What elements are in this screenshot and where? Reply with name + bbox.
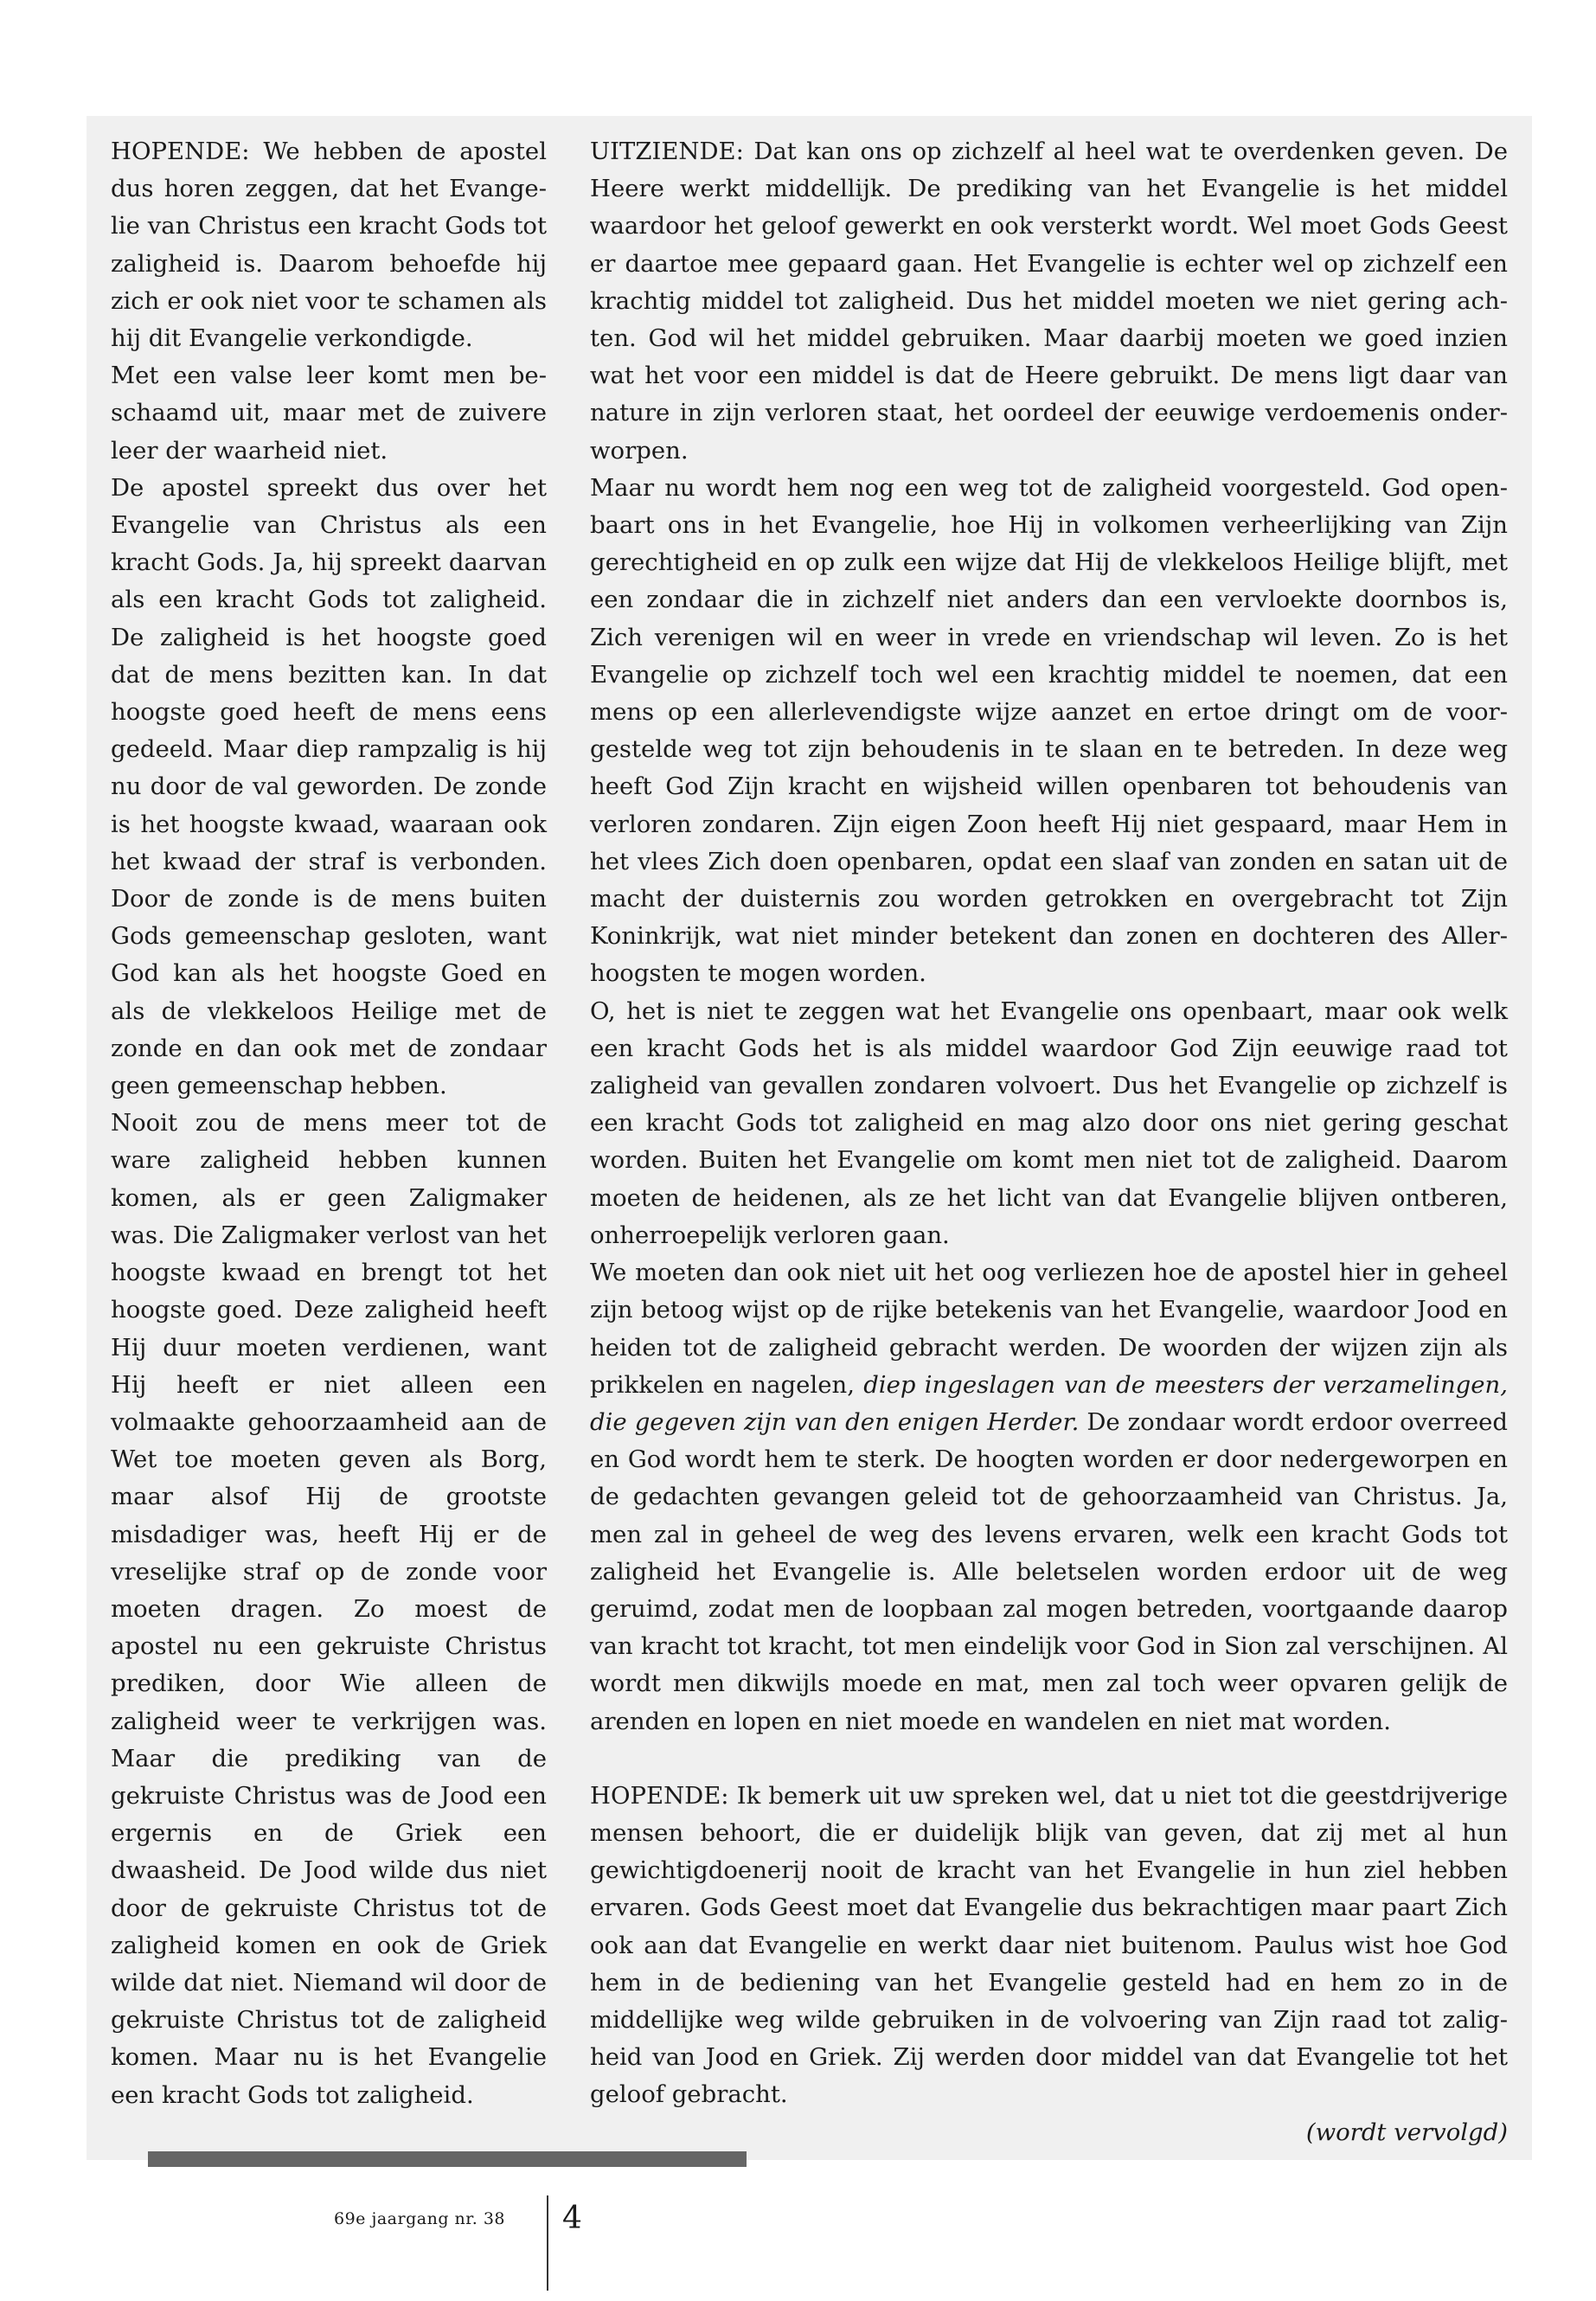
paragraph: Nooit zou de mens meer tot de ware zaligheid hebben kunnen komen, als er geen Zaligmaker was. Die Zaligmaker verlost van het hoogste kwaad en brengt tot het hoogste goed. Deze zaligheid heeft Hij duur moeten verdienen, want Hij heeft er niet alleen een volmaakte gehoorzaamheid aan de Wet toe moeten geven als Borg, maar alsof Hij de grootste misdadiger was, heeft Hij er de vreselijke straf op de zonde voor moeten dragen. Zo moest de apostel nu een gekruiste Christus prediken, door Wie alleen de zaligheid weer te verkrijgen was. Maar die prediking van de gekruiste Christus was de Jood een ergernis en de Griek een dwaasheid. De Jood wilde dus niet door de gekruiste Christus tot de zaligheid komen en ook de Griek wilde dat niet. Niemand wil door de gekruiste Christus tot de zaligheid komen. Maar nu is het Evangelie een kracht Gods tot zaligheid. xyxy=(111,1109,547,2109)
continued-note: (wordt vervolgd) xyxy=(1305,2118,1508,2146)
paragraph: UITZIENDE: Dat kan ons op zichzelf al heel wat te overdenken geven. De Heere werkt middellijk. De prediking van het Evangelie is het middel waardoor het geloof gewerkt en ook versterkt wordt. Wel moet Gods Geest er daartoe mee gepaard gaan. Het Evangelie is echter wel op zichzelf een krachtig middel tot zaligheid. Dus het middel moeten we niet gering achten. God wil het middel gebruiken. Maar daarbij moeten we goed inzien wat het voor een middel is dat de Heere gebruikt. De mens ligt daar van nature in zijn verloren staat, het oordeel der eeuwige verdoemenis onderworpen. xyxy=(590,138,1508,465)
paragraph: HOPENDE: We hebben de apostel dus horen zeggen, dat het Evangelie van Christus een kracht Gods tot zaligheid is. Daarom behoefde hij zich er ook niet voor te schamen als hij dit Evangelie verkondigde. xyxy=(111,138,547,353)
scripture-quote: diep ingeslagen van de meesters der verzamelingen, die gegeven zijn van den enigen Herder. xyxy=(590,1370,1508,1436)
issue-label: 69e jaargang nr. 38 xyxy=(334,2209,506,2228)
paragraph: Maar nu wordt hem nog een weg tot de zaligheid voorgesteld. God openbaart ons in het Evangelie, hoe Hij in volkomen verheerlijking van Zijn gerechtigheid en op zulk een wijze dat Hij de vlekkeloos Heilige blijft, met een zondaar die in zichzelf niet anders dan een vervloekte doornbos is, Zich verenigen wil en weer in vrede en vriendschap wil leven. Zo is het Evangelie op zichzelf toch wel een krachtig middel te noemen, dat een mens op een allerlevendigste wijze aanzet en ertoe dringt om de voorgestelde weg tot zijn behoudenis in te slaan en te betreden. In deze weg heeft God Zijn kracht en wijsheid willen openbaren tot behoudenis van verloren zondaren. Zijn eigen Zoon heeft Hij niet gespaard, maar Hem in het vlees Zich doen openbaren, opdat een slaaf van zonden en satan uit de macht der duisternis zou worden getrokken en overgebracht tot Zijn Koninkrijk, wat niet minder betekent dan zonen en dochteren des Allerhoogsten te mogen worden. xyxy=(590,473,1508,988)
paragraph: HOPENDE: Ik bemerk uit uw spreken wel, dat u niet tot die geestdrijverige mensen behoort, die er duidelijk blijk van geven, dat zij met al hun gewichtigdoenerij nooit de kracht van het Evangelie in hun ziel hebben ervaren. Gods Geest moet dat Evangelie dus bekrachtigen maar paart Zich ook aan dat Evangelie en werkt daar niet buitenom. Paulus wist hoe God hem in de bediening van het Evangelie gesteld had en hem zo in de middellijke weg wilde gebruiken in de volvoering van Zijn raad tot zaligheid van Jood en Griek. Zij werden door middel van dat Evangelie tot het geloof gebracht. xyxy=(590,1781,1508,2109)
paragraph: De apostel spreekt dus over het Evangelie van Christus als een kracht Gods. Ja, hij spreekt daarvan als een kracht Gods tot zaligheid. De zaligheid is het hoogste goed dat de mens bezitten kan. In dat hoogste goed heeft de mens eens gedeeld. Maar diep rampzalig is hij nu door de val geworden. De zonde is het hoogste kwaad, waaraan ook het kwaad der straf is verbonden. Door de zonde is de mens buiten Gods gemeenschap gesloten, want God kan als het hoogste Goed en als de vlekkeloos Heilige met de zonde en dan ook met de zondaar geen gemeenschap hebben. xyxy=(111,473,547,1100)
footer-bar xyxy=(148,2151,747,2167)
paragraph-text: We moeten dan ook niet uit het oog verliezen hoe de apostel hier in geheel zijn betoog wijst op de rijke betekenis van het Evangelie, waardoor Jood en heiden tot de zaligheid gebracht werden. De woorden der wijzen zijn als prikkelen en nagelen, xyxy=(590,1259,1508,1399)
paragraph-text: De zondaar wordt erdoor overreed en God wordt hem te sterk. De hoogten worden er door nedergeworpen en de gedachten gevangen geleid tot de gehoorzaamheid van Christus. Ja, men zal in geheel de weg des levens ervaren, welk een kracht Gods tot zaligheid het Evangelie is. Alle beletselen worden erdoor uit de weg geruimd, zodat men de loopbaan zal mogen betreden, voortgaande daarop van kracht tot kracht, tot men eindelijk voor God in Sion zal verschijnen. Al wordt men dikwijls moede en mat, men zal toch weer opvaren gelijk de arenden en lopen en niet moede en wandelen en niet mat worden. xyxy=(590,1407,1508,1735)
article-panel xyxy=(87,116,1532,2160)
page-number: 4 xyxy=(562,2201,582,2236)
footer-divider xyxy=(547,2195,548,2291)
paragraph xyxy=(590,1254,1508,1740)
right-column xyxy=(590,133,1508,2151)
left-column xyxy=(111,133,547,2114)
paragraph: O, het is niet te zeggen wat het Evangelie ons openbaart, maar ook welk een kracht Gods het is als middel waardoor God Zijn eeuwige raad tot zaligheid van gevallen zondaren volvoert. Dus het Evangelie op zichzelf is een kracht Gods tot zaligheid en mag alzo door ons niet gering geschat worden. Buiten het Evangelie om komt men niet tot de zaligheid. Daarom moeten de heidenen, als ze het licht van dat Evangelie blijven ontberen, onherroepelijk verloren gaan. xyxy=(590,997,1508,1249)
paragraph: Met een valse leer komt men beschaamd uit, maar met de zuivere leer der waarheid niet. xyxy=(111,362,547,465)
